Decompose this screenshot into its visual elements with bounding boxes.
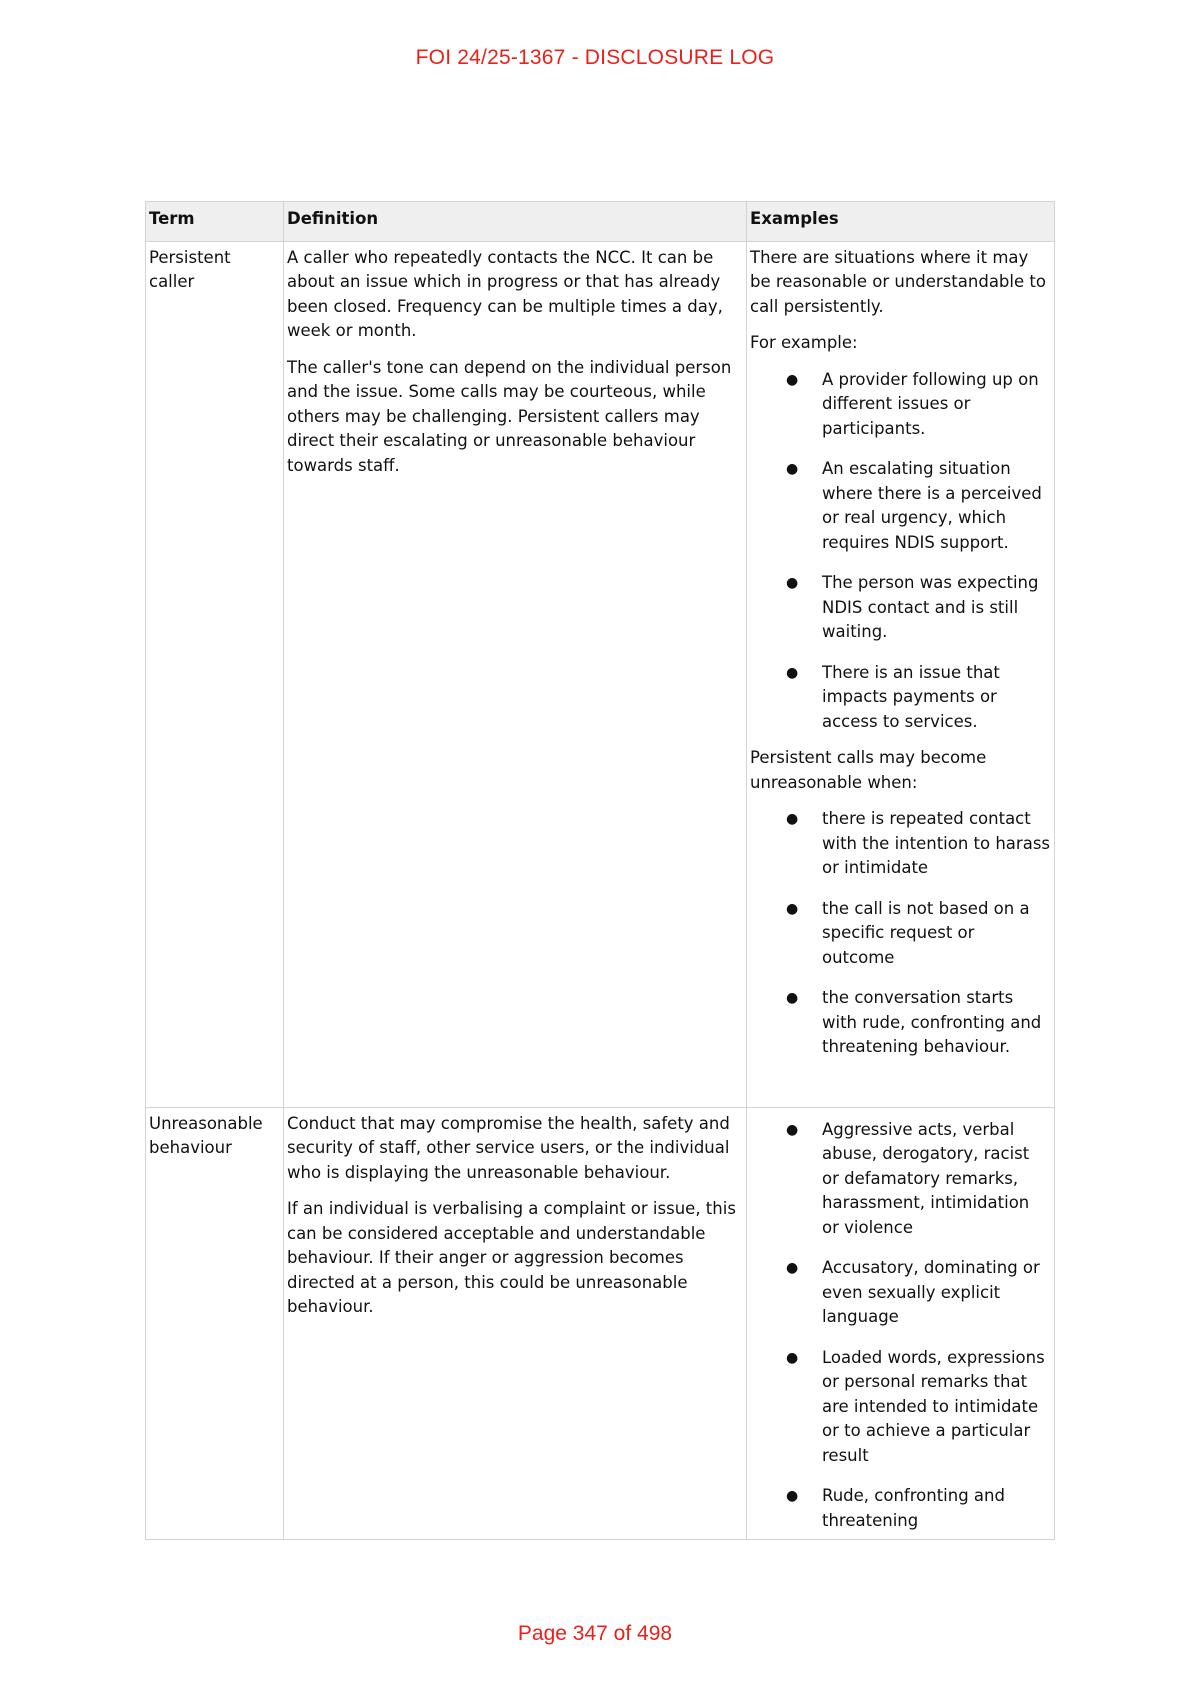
term-cell [146,1107,284,1540]
examples-cell [747,241,1055,1107]
definition-cell [284,1107,747,1540]
term-cell [146,241,284,1107]
examples-list [750,368,1051,735]
table-row [146,1107,1055,1540]
examples-unreasonable-intro: Persistent calls may become unreasonable when: [750,748,987,792]
definition-paragraph: Conduct that may compromise the health, safety and security of staff, other service users, or the individual who is displaying the unreasonable behaviour. [287,1113,730,1182]
list-item: ● Loaded words, expressions or personal remarks that are intended to intimidate or to achieve a particular result [750,1346,1051,1469]
definition-paragraph: If an individual is verbalising a complaint or issue, this can be considered acceptable and understandable behaviour. If their anger or aggression becomes directed at a person, this could be unreasonable behaviour. [287,1199,736,1316]
term-text: Unreasonable behaviour [149,1113,263,1157]
examples-cell [747,1107,1055,1540]
definitions-table [145,201,1055,1540]
list-item: ● Rude, confronting and threatening [750,1484,1051,1533]
column-header-term: Term [146,202,284,242]
unreasonable-list [750,807,1051,1060]
definition-paragraph: A caller who repeatedly contacts the NCC. It can be about an issue which in progress or that has already been closed. Frequency can be multiple times a day, week or month. [287,247,723,340]
list-item: ● Accusatory, dominating or even sexually explicit language [750,1256,1051,1330]
column-header-definition: Definition [284,202,747,242]
list-item: ● there is repeated contact with the intention to harass or intimidate [750,807,1051,881]
examples-for-example: For example: [750,333,858,352]
column-header-examples: Examples [747,202,1055,242]
list-item: ● There is an issue that impacts payments or access to services. [750,661,1051,735]
definition-paragraph: The caller's tone can depend on the individual person and the issue. Some calls may be courteous, while others may be challenging. Persistent callers may direct their escalating or unreasonable behaviour towards staff. [287,357,732,475]
disclosure-log-header: FOI 24/25-1367 - DISCLOSURE LOG [415,46,775,69]
page-number: Page 347 of 498 [517,1622,673,1645]
term-text: Persistent caller [149,247,231,291]
list-item: ● An escalating situation where there is a perceived or real urgency, which requires NDIS support. [750,457,1051,555]
list-item: ● the conversation starts with rude, confronting and threatening behaviour. [750,986,1051,1060]
list-item: ● A provider following up on different issues or participants. [750,368,1051,442]
table-header-row [146,202,1055,242]
list-item: ● the call is not based on a specific request or outcome [750,897,1051,971]
table-row [146,241,1055,1107]
definition-cell [284,241,747,1107]
list-item: ● Aggressive acts, verbal abuse, derogatory, racist or defamatory remarks, harassment, intimidation or violence [750,1118,1051,1241]
examples-intro: There are situations where it may be reasonable or understandable to call persistently. [750,247,1046,316]
examples-list [750,1118,1051,1534]
list-item: ● The person was expecting NDIS contact and is still waiting. [750,571,1051,645]
